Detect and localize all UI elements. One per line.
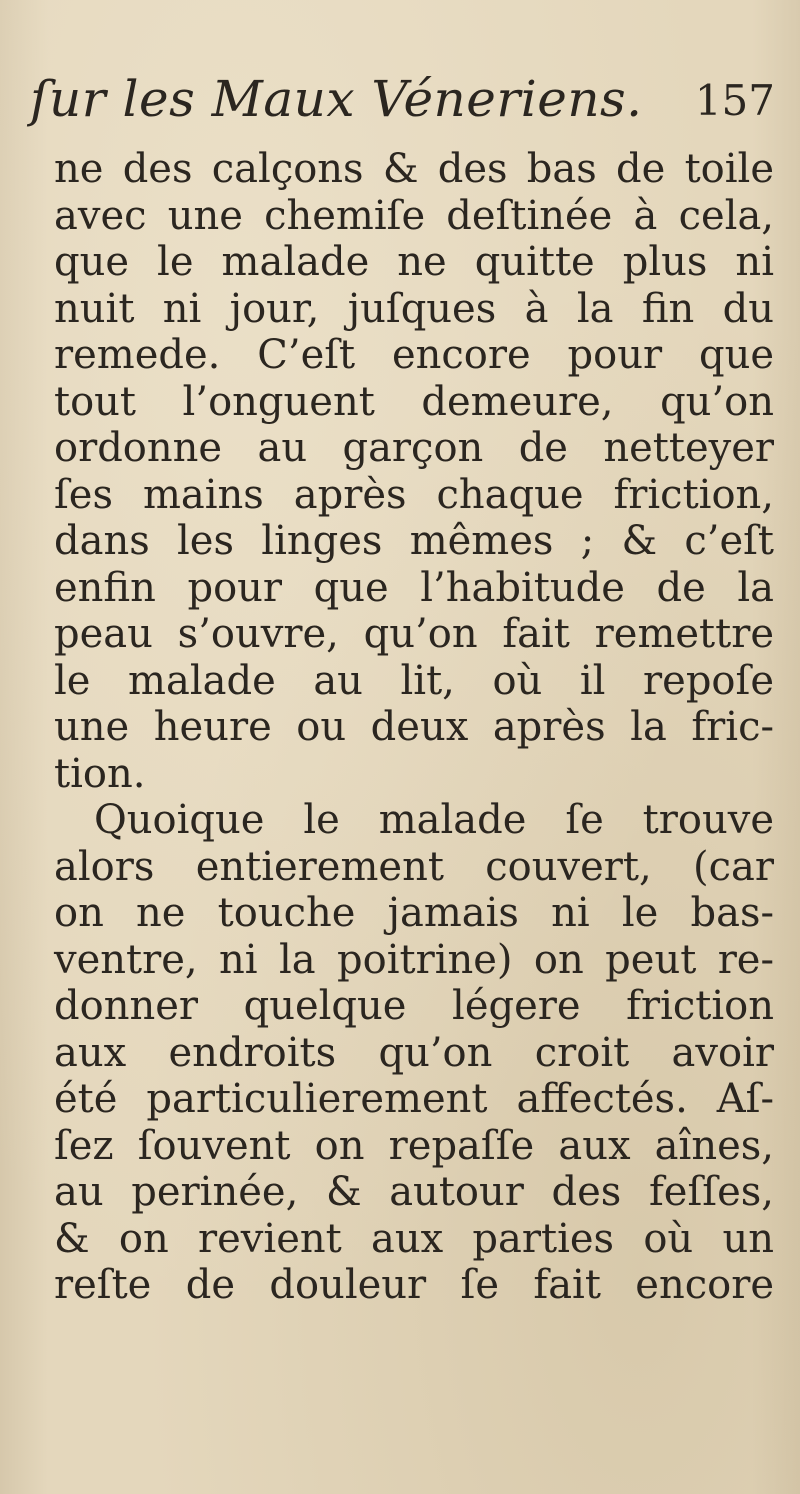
text-line: au perinée, & autour des feſſes,: [54, 1169, 774, 1215]
text-line: ſez ſouvent on repaſſe aux aînes,: [54, 1122, 774, 1169]
text-line: tout l’onguent demeure, qu’on: [54, 378, 774, 425]
text-line: alors entierement couvert, (car: [54, 843, 774, 890]
text-line: dans les linges mêmes ; & c’eſt: [54, 518, 774, 564]
text-line: tion.: [54, 750, 146, 797]
page-header: [30, 70, 775, 140]
running-title: ſur les Maux Véneriens.: [30, 70, 643, 128]
text-line: ordonne au garçon de netteyer: [54, 425, 774, 471]
text-line: le malade au lit, où il repoſe: [54, 657, 774, 704]
text-line: remede. C’eſt encore pour que: [54, 332, 774, 378]
text-line: & on revient aux parties où un: [54, 1215, 774, 1262]
text-line: ſes mains après chaque friction,: [54, 471, 774, 518]
text-line: aux endroits qu’on croit avoir: [54, 1029, 774, 1076]
text-line: enfin pour que l’habitude de la: [54, 564, 774, 611]
text-line: ne des calçons & des bas de toile: [54, 146, 774, 192]
text-line: reſte de douleur ſe fait encore: [54, 1262, 774, 1308]
text-line: ventre, ni la poitrine) on peut re-: [54, 936, 774, 983]
text-line: nuit ni jour, juſques à la fin du: [54, 285, 774, 332]
text-line: été particulierement affectés. Aſ-: [54, 1076, 774, 1122]
paragraph: [54, 146, 774, 797]
text-line: donner quelque légere friction: [54, 983, 774, 1029]
text-line: Quoique le malade ſe trouve: [94, 797, 774, 843]
text-line: on ne touche jamais ni le bas-: [54, 890, 774, 936]
body-text: [54, 146, 774, 1309]
paragraph: [54, 797, 774, 1309]
text-line: une heure ou deux après la fric-: [54, 704, 774, 750]
text-line: avec une chemiſe deſtinée à cela,: [54, 192, 774, 239]
text-line: peau s’ouvre, qu’on fait remettre: [54, 611, 774, 657]
page-number: 157: [694, 76, 775, 125]
text-line: que le malade ne quitte plus ni: [54, 239, 774, 285]
